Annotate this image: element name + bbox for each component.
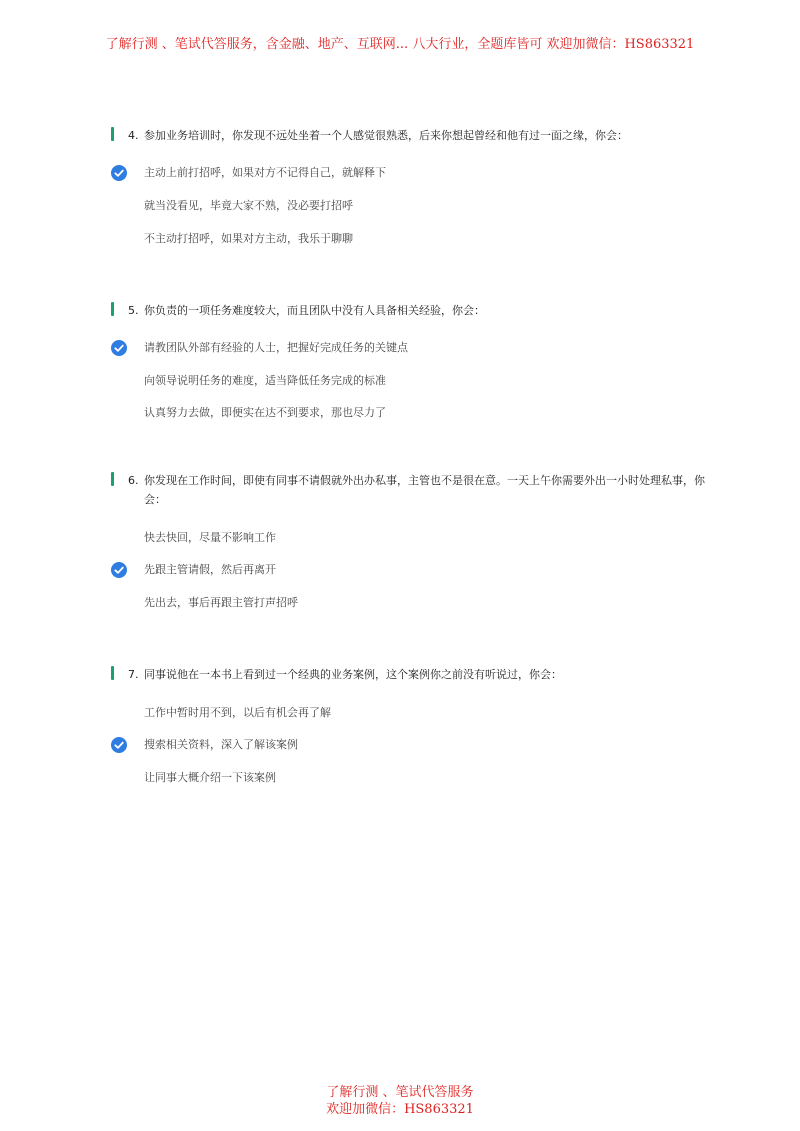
option-6a[interactable]: 快去快回，尽量不影响工作 — [144, 531, 276, 544]
option-5b[interactable]: 向领导说明任务的难度，适当降低任务完成的标准 — [144, 374, 386, 387]
footer-line-2: 欢迎加微信：HS863321 — [326, 1102, 474, 1117]
question-heading — [108, 126, 728, 145]
question-text: 同事说他在一本书上看到过一个经典的业务案例，这个案例你之前没有听说过，你会： — [144, 668, 562, 681]
question-text: 参加业务培训时，你发现不远处坐着一个人感觉很熟悉，后来你想起曾经和他有过一面之缘，你会： — [144, 129, 628, 142]
check-circle-icon — [111, 165, 127, 181]
question-number: 4. — [128, 129, 139, 142]
question-marker-bar — [111, 127, 114, 141]
option-7a[interactable]: 工作中暂时用不到，以后有机会再了解 — [144, 706, 331, 719]
option-4c[interactable]: 不主动打招呼，如果对方主动，我乐于聊聊 — [144, 232, 353, 245]
question-heading — [108, 471, 740, 509]
option-5a[interactable]: 请教团队外部有经验的人士，把握好完成任务的关键点 — [144, 341, 408, 354]
option-6b[interactable]: 先跟主管请假，然后再离开 — [144, 563, 276, 576]
footer-line-1: 了解行测 、笔试代答服务 — [326, 1085, 474, 1100]
question-marker-bar — [111, 666, 114, 680]
option-7b[interactable]: 搜索相关资料，深入了解该案例 — [144, 738, 298, 751]
question-number: 6. — [128, 474, 139, 487]
option-4b[interactable]: 就当没看见，毕竟大家不熟，没必要打招呼 — [144, 199, 353, 212]
question-marker-bar — [111, 472, 114, 486]
question-heading — [108, 301, 728, 320]
question-5 — [108, 301, 728, 320]
question-text: 你发现在工作时间，即使有同事不请假就外出办私事，主管也不是很在意。一天上午你需要外出一小时处理私事，你 — [144, 474, 705, 487]
question-7 — [108, 665, 728, 684]
question-4 — [108, 126, 728, 145]
question-6 — [108, 471, 728, 509]
question-text-continued: 会： — [144, 493, 166, 506]
question-number: 5. — [128, 304, 139, 317]
question-heading — [108, 665, 728, 684]
question-text: 你负责的一项任务难度较大，而且团队中没有人具备相关经验，你会： — [144, 304, 485, 317]
check-circle-icon — [111, 562, 127, 578]
footer-banner — [0, 1084, 800, 1118]
option-6c[interactable]: 先出去，事后再跟主管打声招呼 — [144, 596, 298, 609]
option-5c[interactable]: 认真努力去做，即便实在达不到要求，那也尽力了 — [144, 406, 386, 419]
question-number: 7. — [128, 668, 139, 681]
header-banner: 了解行测 、笔试代答服务，含金融、地产、互联网... 八大行业，全题库皆可 欢迎加微信：HS863321 — [105, 37, 695, 52]
option-4a[interactable]: 主动上前打招呼，如果对方不记得自己，就解释下 — [144, 166, 386, 179]
check-circle-icon — [111, 340, 127, 356]
question-marker-bar — [111, 302, 114, 316]
check-circle-icon — [111, 737, 127, 753]
option-7c[interactable]: 让同事大概介绍一下该案例 — [144, 771, 276, 784]
